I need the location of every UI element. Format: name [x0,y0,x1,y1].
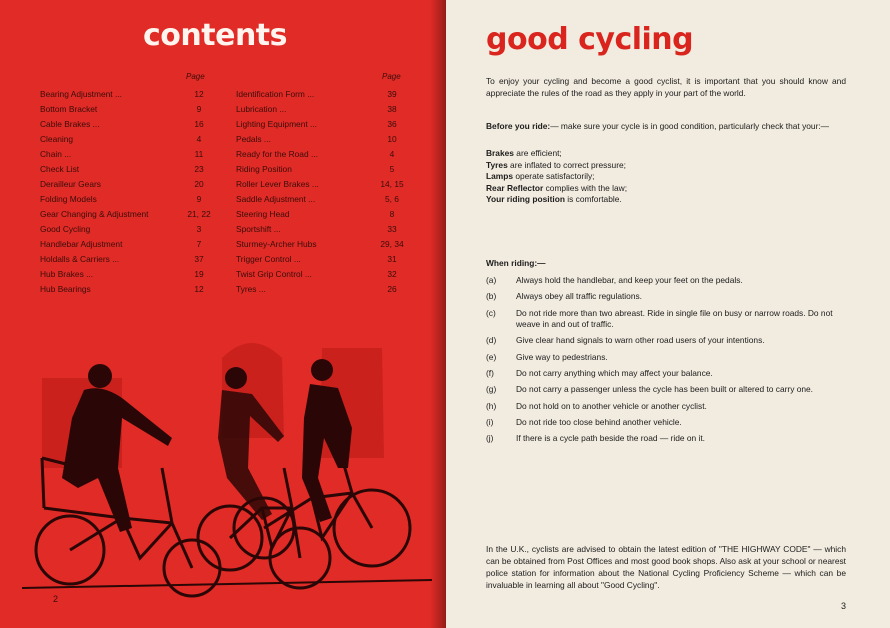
when-riding-heading: When riding:— [486,258,546,268]
intro-paragraph: To enjoy your cycling and become a good cyclist, it is important that you should know and appreciate the rules of the road as they apply in your part of the world. [486,76,846,98]
entry-page: 4 [389,149,395,159]
entry-label: Bottom Bracket [40,104,98,114]
contents-entry[interactable] [40,132,220,147]
entry-page: 38 [387,104,397,114]
checklist-term: Lamps [486,171,513,181]
entry-label: Gear Changing & Adjustment [40,209,149,219]
rule-text: Give way to pedestrians. [516,351,608,362]
contents-entry[interactable] [40,87,220,102]
checklist-term: Rear Reflector [486,182,544,193]
rule-text: Do not carry anything which may affect your balance. [516,367,713,378]
contents-entry[interactable] [40,117,220,132]
checklist-item [486,148,627,160]
rule-text: If there is a cycle path beside the road — ride on it. [516,433,706,444]
checklist-term: Brakes [486,148,514,158]
entry-page: 5, 6 [385,194,399,204]
entry-label: Check List [40,164,80,174]
good-cycling-title: good cycling [486,22,694,57]
contents-entry[interactable] [236,267,406,282]
rule-marker: (c) [486,307,496,318]
entry-label: Twist Grip Control ... [236,269,312,279]
entry-page: 14, 15 [380,179,404,189]
rule-text: Always hold the handlebar, and keep your feet on the pedals. [516,275,743,285]
contents-entry[interactable] [236,192,406,207]
entry-page: 3 [196,224,202,234]
entry-page: 31 [387,254,397,264]
checklist-text: are efficient; [513,148,562,158]
rule-text: Do not hold on to another vehicle or another cyclist. [516,400,707,411]
contents-entry[interactable] [236,132,406,147]
entry-label: Sturmey-Archer Hubs [236,239,317,249]
entry-label: Steering Head [236,209,290,219]
rule-item [486,433,848,445]
checklist-text: operate satisfactorily; [513,171,595,181]
entry-label: Identification Form ... [236,89,315,99]
before-you-ride-label: Before you ride: [486,121,551,131]
contents-entry[interactable] [40,252,220,267]
entry-label: Riding Position [236,164,292,174]
checklist-item [486,171,627,183]
entry-page: 21, 22 [187,209,211,219]
contents-entry[interactable] [236,237,406,252]
entry-page: 36 [387,119,397,129]
contents-entry[interactable] [40,102,220,117]
entry-label: Trigger Control ... [236,254,301,264]
entry-page: 11 [194,149,204,159]
checklist-item [486,183,627,195]
checklist-item [486,194,627,206]
contents-entry[interactable] [236,282,406,297]
page-column-header-a: Page [186,72,205,81]
rule-item [486,335,848,347]
entry-page: 16 [194,119,204,129]
entry-label: Cable Brakes ... [40,119,100,129]
rule-item [486,275,848,287]
contents-list-b [236,87,406,297]
rule-marker: (d) [486,335,497,346]
contents-entry[interactable] [40,177,220,192]
contents-entry[interactable] [40,207,220,222]
entry-page: 33 [387,224,397,234]
contents-entry[interactable] [236,162,406,177]
entry-label: Saddle Adjustment ... [236,194,316,204]
entry-page: 32 [387,269,397,279]
rule-item [486,352,848,364]
entry-label: Tyres ... [236,284,266,294]
contents-entry[interactable] [40,162,220,177]
contents-entry[interactable] [40,147,220,162]
entry-page: 5 [389,164,395,174]
rule-marker: (j) [486,433,494,444]
entry-page: 8 [389,209,395,219]
contents-entry[interactable] [40,267,220,282]
rule-marker: (h) [486,400,497,411]
entry-page: 10 [387,134,397,144]
checklist-text: complies with the law; [543,182,628,193]
rule-text: Do not ride too close behind another vehicle. [516,416,682,427]
entry-label: Good Cycling [40,224,91,234]
entry-page: 29, 34 [380,239,404,249]
rule-text: Do not ride more than two abreast. Ride in single file on busy or narrow roads. Do not weave in and out of traffic. [516,307,833,330]
contents-entry[interactable] [236,117,406,132]
rule-text: Always obey all traffic regulations. [516,291,642,302]
entry-page: 39 [387,89,397,99]
contents-entry[interactable] [236,102,406,117]
entry-label: Handlebar Adjustment [40,239,123,249]
entry-page: 9 [196,104,202,114]
entry-label: Folding Models [40,194,97,204]
before-you-ride-text: — make sure your cycle is in good condition, particularly check that your:— [550,121,830,131]
rule-marker: (f) [486,367,494,378]
rule-item [486,401,848,413]
page-column-header-b: Page [382,72,401,81]
entry-label: Hub Brakes ... [40,269,94,279]
page-number-right: 3 [840,601,846,611]
rule-marker: (i) [486,416,494,427]
entry-page: 12 [194,284,204,294]
contents-list-a [40,87,220,297]
right-page-good-cycling [446,0,890,628]
contents-entry[interactable] [236,87,406,102]
entry-page: 7 [196,239,202,249]
cycle-checklist [486,148,627,206]
rule-item [486,368,848,380]
contents-entry[interactable] [40,192,220,207]
checklist-term: Your riding position [486,194,565,204]
rule-marker: (e) [486,351,497,362]
entry-label: Bearing Adjustment ... [40,89,122,99]
rule-item [486,417,848,429]
rule-marker: (b) [486,291,497,302]
contents-entry[interactable] [236,147,406,162]
contents-entry[interactable] [236,207,406,222]
entry-page: 19 [194,269,204,279]
entry-label: Holdalls & Carriers ... [40,254,120,264]
entry-label: Lubrication ... [236,104,287,114]
entry-label: Lighting Equipment ... [236,119,318,129]
entry-page: 37 [194,254,204,264]
checklist-term: Tyres [486,159,508,170]
rule-item [486,291,848,303]
checklist-text: are inflated to correct pressure; [507,159,626,170]
contents-entry[interactable] [40,222,220,237]
contents-title: contents [143,18,287,53]
entry-page: 26 [387,284,397,294]
contents-entry[interactable] [236,177,406,192]
cyclists-illustration [22,318,432,598]
rule-item [486,384,848,396]
contents-entry[interactable] [40,237,220,252]
entry-label: Ready for the Road ... [236,149,318,159]
contents-entry[interactable] [236,252,406,267]
entry-label: Sportshift ... [236,224,281,234]
entry-label: Chain ... [40,149,72,159]
rule-marker: (a) [486,275,497,285]
entry-page: 12 [194,89,204,99]
checklist-text: is comfortable. [564,194,622,204]
entry-label: Derailleur Gears [40,179,101,189]
entry-page: 23 [194,164,204,174]
entry-label: Hub Bearings [40,284,91,294]
entry-label: Pedals ... [236,134,271,144]
entry-page: 20 [194,179,204,189]
contents-entry[interactable] [40,282,220,297]
entry-page: 4 [196,134,202,144]
contents-entry[interactable] [236,222,406,237]
entry-label: Roller Lever Brakes ... [236,179,319,189]
highway-code-paragraph: In the U.K., cyclists are advised to obtain the latest edition of "THE HIGHWAY CODE" — which can be obtained from Post Offices and most good book shops. Also ask at your school or nearest police station for information about the National Cycling Proficiency Scheme — which can be invaluable in learning all about "Good Cycling". [486,544,846,590]
rule-marker: (g) [486,384,497,395]
entry-label: Cleaning [40,134,74,144]
entry-page: 9 [196,194,202,204]
checklist-item [486,160,627,172]
rule-text: Give clear hand signals to warn other road users of your intentions. [516,335,765,346]
before-you-ride-paragraph [486,120,846,132]
rule-text: Do not carry a passenger unless the cycle has been built or altered to carry one. [516,384,814,395]
rule-item [486,308,848,331]
page-number-left: 2 [53,594,59,604]
riding-rules-list [486,275,848,449]
